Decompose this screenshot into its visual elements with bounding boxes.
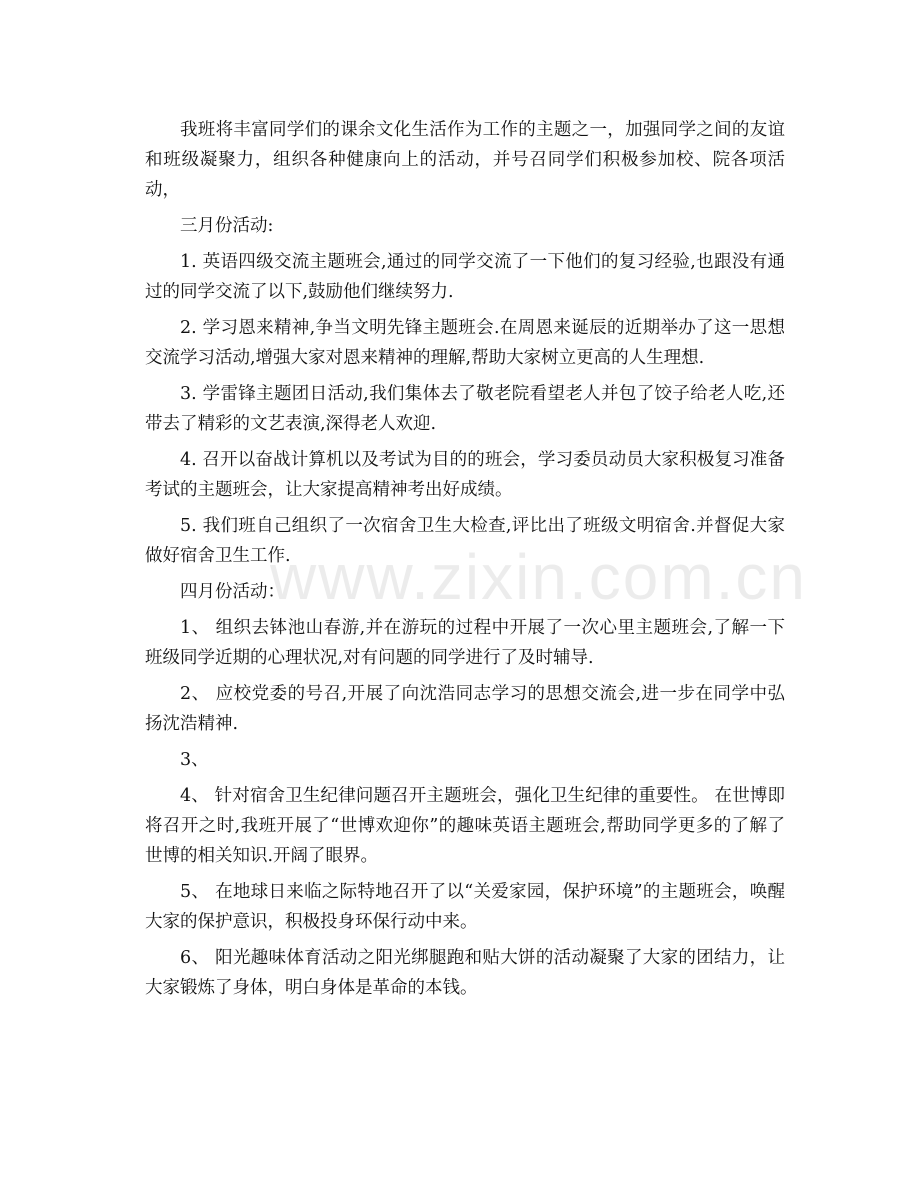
march-heading: 三月份活动: xyxy=(180,216,274,236)
april-item-3: 3、 xyxy=(180,750,209,770)
march-item-5: 5. 我们班自己组织了一次宿舍卫生大检查,评比出了班级文明宿舍.并督促大家做好宿舍卫生工作. xyxy=(145,516,785,566)
april-item-1: 1、 组织去钵池山春游,并在游玩的过程中开展了一次心里主题班会,了解一下班级同学近期的心理状况,对有问题的同学进行了及时辅导. xyxy=(145,618,785,668)
march-item-3: 3. 学雷锋主题团日活动,我们集体去了敬老院看望老人并包了饺子给老人吃,还带去了精彩的文艺表演,深得老人欢迎. xyxy=(145,384,785,434)
april-item-6: 6、 阳光趣味体育活动之阳光绑腿跑和贴大饼的活动凝聚了大家的团结力，让大家锻炼了身体，明白身体是革命的本钱。 xyxy=(145,948,785,998)
april-heading: 四月份活动： xyxy=(180,582,285,602)
april-item-5: 5、 在地球日来临之际特地召开了以“关爱家园，保护环境”的主题班会，唤醒大家的保护意识，积极投身环保行动中来。 xyxy=(145,882,785,932)
intro-paragraph: 我班将丰富同学们的课余文化生活作为工作的主题之一，加强同学之间的友谊和班级凝聚力，组织各种健康向上的活动，并号召同学们积极参加校、院各项活动， xyxy=(145,120,785,200)
march-item-2: 2. 学习恩来精神,争当文明先锋主题班会.在周恩来诞辰的近期举办了这一思想交流学习活动,增强大家对恩来精神的理解,帮助大家树立更高的人生理想. xyxy=(145,318,785,368)
march-item-4: 4. 召开以奋战计算机以及考试为目的的班会，学习委员动员大家积极复习准备考试的主题班会，让大家提高精神考出好成绩。 xyxy=(145,450,785,500)
watermark: www.zixin.com.cn xyxy=(270,541,807,613)
april-item-4: 4、 针对宿舍卫生纪律问题召开主题班会，强化卫生纪律的重要性。 在世博即将召开之时,我班开展了“世博欢迎你”的趣味英语主题班会,帮助同学更多的了解了世博的相关知识.开阔了眼界。 xyxy=(145,786,785,866)
march-item-1: 1. 英语四级交流主题班会,通过的同学交流了一下他们的复习经验,也跟没有通过的同学交流了以下,鼓励他们继续努力. xyxy=(145,252,785,302)
april-item-2: 2、 应校党委的号召,开展了向沈浩同志学习的思想交流会,进一步在同学中弘扬沈浩精神. xyxy=(145,684,785,734)
